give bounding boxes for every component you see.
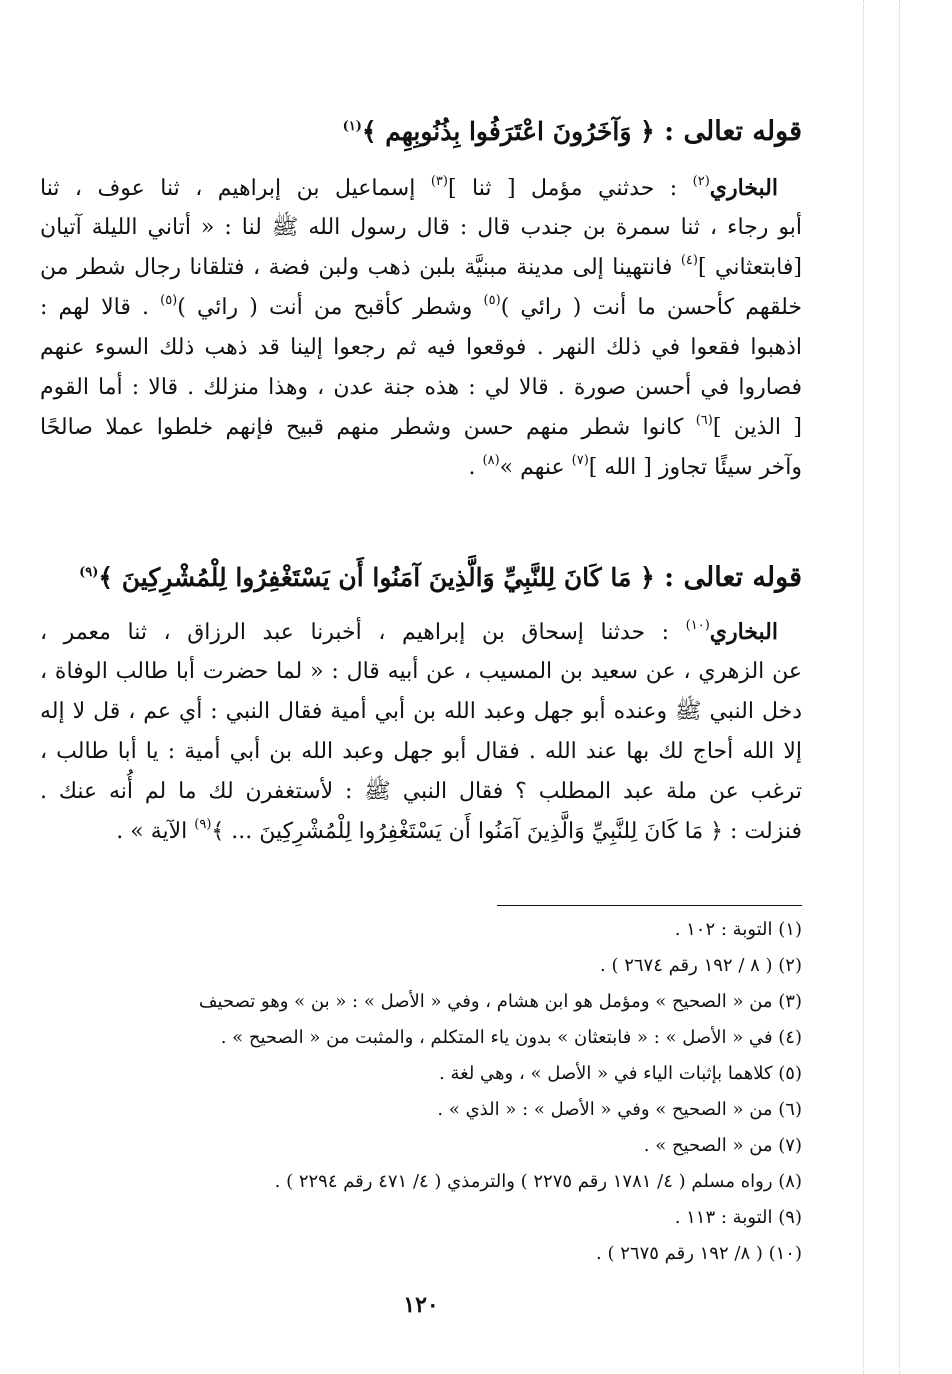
hadith-paragraph xyxy=(40,168,802,488)
text-segment: الآية » . xyxy=(116,819,195,844)
text-segment: : حدثني مؤمل [ ثنا ] xyxy=(447,176,693,201)
footnote-item: (٤) في « الأصل » : « فابتعثان » بدون ياء المتكلم ، والمثبت من « الصحيح » . xyxy=(220,1027,802,1048)
text-segment: فصاروا في أحسن صورة . قالا لي : هذه جنة عدن ، وهذا منزلك . قالا : أما القوم xyxy=(40,375,802,400)
footnote-ref: (٩) xyxy=(194,817,212,832)
text-segment: خلقهم كأحسن ما أنت ( رائي ) xyxy=(500,295,802,320)
footnote-ref: (٧) xyxy=(571,453,589,468)
text-segment: إسماعيل بن إبراهيم ، ثنا عوف ، ثنا xyxy=(40,176,431,201)
text-segment: فانتهينا إلى مدينة مبنيَّة بلبن ذهب ولبن فضة ، فتلقانا رجال شطر من xyxy=(40,255,681,280)
text-line xyxy=(40,812,802,852)
text-segment: كانوا شطر منهم حسن وشطر منهم قبيح فإنهم خلطوا عملا صالحًا xyxy=(40,415,696,440)
quran-verse: ﴿ مَا كَانَ لِلنَّبِيِّ وَالَّذِينَ آمَنُوا أَن يَسْتَغْفِرُوا لِلْمُشْرِكِينَ ﴾ xyxy=(98,563,655,592)
text-segment: إلا الله أحاج لك بها عند الله . فقال أبو جهل وعبد الله بن أبي أمية : يا أبا طالب ، xyxy=(40,739,802,764)
book-page xyxy=(40,0,802,1374)
footnote-divider xyxy=(497,905,802,906)
footnote-ref: (٥) xyxy=(483,293,501,308)
footnote-ref: (٣) xyxy=(430,174,448,189)
page-guide-line xyxy=(898,0,900,1374)
text-line xyxy=(40,368,802,408)
quran-verse: ﴿ وَآخَرُونَ اعْتَرَفُوا بِذُنُوبِهِم ﴾ xyxy=(361,117,655,146)
page-number: ١٢٠ xyxy=(403,1292,439,1318)
footnote-item: (١٠) ( ٨/ ١٩٢ رقم ٢٦٧٥ ) . xyxy=(596,1243,802,1264)
text-segment: عنهم » xyxy=(499,455,572,480)
page-guide-line xyxy=(862,0,864,1374)
footnote-ref: (٩) xyxy=(79,565,99,580)
footnote-ref: (٢) xyxy=(692,174,710,189)
footnote-item: (٩) التوبة : ١١٣ . xyxy=(674,1207,802,1228)
text-segment: فنزلت : ﴿ مَا كَانَ لِلنَّبِيِّ وَالَّذِينَ آمَنُوا أَن يَسْتَغْفِرُوا لِلْمُشْرِكِينَ ... ﴾ xyxy=(211,819,802,844)
footnote-ref: (٨) xyxy=(482,453,500,468)
text-segment: وآخر سيئًا تجاوز [ الله ] xyxy=(588,455,802,480)
text-line xyxy=(40,448,802,488)
footnote-item: (٥) كلاهما بإثبات الياء في « الأصل » ، وهي لغة . xyxy=(439,1063,802,1084)
text-line xyxy=(40,732,802,772)
text-line xyxy=(40,288,802,328)
text-line xyxy=(40,612,802,652)
text-segment: [فابتعثاني ] xyxy=(697,255,802,280)
hadith-paragraph xyxy=(40,612,802,852)
text-line xyxy=(40,208,802,248)
footnote-item: (٨) رواه مسلم ( ٤/ ١٧٨١ رقم ٢٢٧٥ ) والترمذي ( ٤/ ٤٧١ رقم ٢٢٩٤ ) . xyxy=(274,1171,802,1192)
text-line xyxy=(40,692,802,732)
text-segment: . قالا لهم : xyxy=(40,295,161,320)
section-heading xyxy=(40,112,802,152)
text-segment: وشطر كأقبح من أنت ( رائي ) xyxy=(177,295,484,320)
footnote-item: (١) التوبة : ١٠٢ . xyxy=(674,919,802,940)
text-line xyxy=(40,408,802,448)
text-line xyxy=(40,772,802,812)
footnote-ref: (٤) xyxy=(680,253,698,268)
footnote-ref: (٥) xyxy=(160,293,178,308)
footnote-ref: (١٠) xyxy=(685,618,710,633)
footnotes xyxy=(40,912,802,1272)
text-segment: أبو رجاء ، ثنا سمرة بن جندب قال : قال رسول الله ﷺ لنا : « أتاني الليلة آتيان xyxy=(40,215,802,240)
section-heading xyxy=(40,558,802,598)
text-segment: ترغب عن ملة عبد المطلب ؟ فقال النبي ﷺ : لأستغفرن لك ما لم أُنه عنك . xyxy=(40,779,802,804)
source-name: البخاري xyxy=(709,175,778,201)
text-segment: : حدثنا إسحاق بن إبراهيم ، أخبرنا عبد الرزاق ، ثنا معمر ، xyxy=(40,620,686,645)
text-segment: دخل النبي ﷺ وعنده أبو جهل وعبد الله بن أبي أمية فقال النبي : أي عم ، قل لا إله xyxy=(40,699,802,724)
text-segment: اذهبوا فقعوا في ذلك النهر . فوقعوا فيه ثم رجعوا إلينا قد ذهب ذلك السوء عنهم xyxy=(40,335,802,360)
source-name: البخاري xyxy=(709,619,778,645)
text-line xyxy=(40,248,802,288)
footnote-item: (٢) ( ٨ / ١٩٢ رقم ٢٦٧٤ ) . xyxy=(600,955,802,976)
footnote-item: (٧) من « الصحيح » . xyxy=(643,1135,802,1156)
text-segment: عن الزهري ، عن سعيد بن المسيب ، عن أبيه قال : « لما حضرت أبا طالب الوفاة ، xyxy=(40,659,802,684)
text-line xyxy=(40,652,802,692)
text-segment: . xyxy=(468,455,483,480)
footnote-item: (٣) من « الصحيح » ومؤمل هو ابن هشام ، وفي « الأصل » : « بن » وهو تصحيف xyxy=(198,991,802,1012)
footnote-ref: (١) xyxy=(342,119,362,134)
heading-prefix: قوله تعالى : xyxy=(664,562,802,593)
text-line xyxy=(40,168,802,208)
text-line xyxy=(40,328,802,368)
text-segment: [ الذين ] xyxy=(712,415,802,440)
footnote-ref: (٦) xyxy=(695,413,713,428)
footnote-item: (٦) من « الصحيح » وفي « الأصل » : « الذي » . xyxy=(437,1099,802,1120)
heading-prefix: قوله تعالى : xyxy=(664,116,802,147)
